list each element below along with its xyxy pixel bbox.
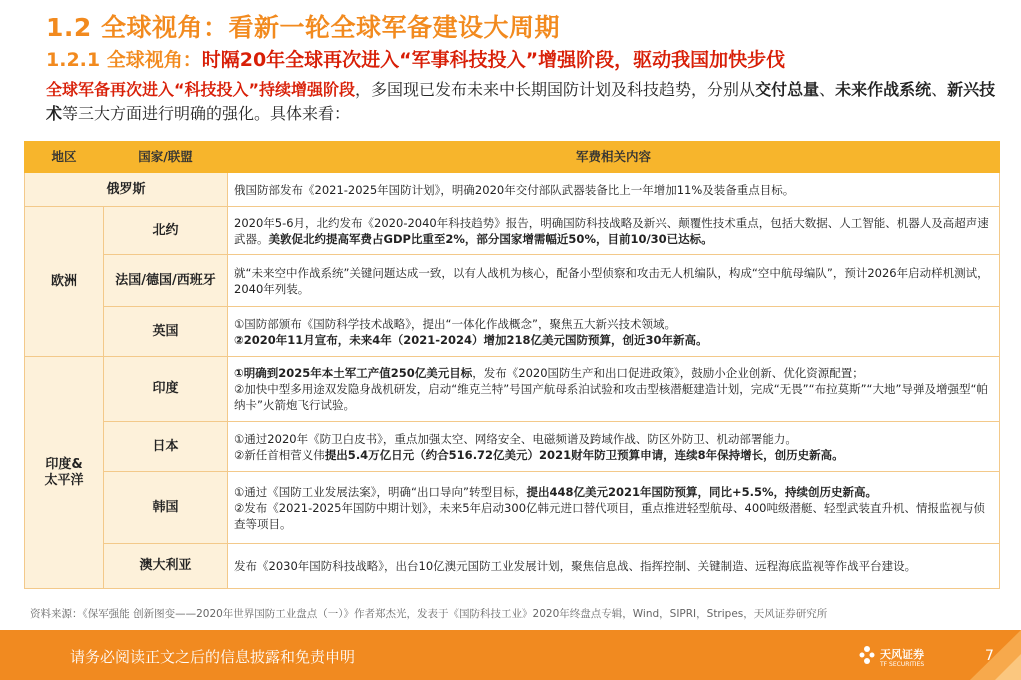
content-bold: 提出448亿美元2021年国防预算，同比+5.5%，持续创历史新高。 [526,484,878,499]
source-note: 资料来源：《保军强能 创新图变——2020年世界国防工业盘点（一）》作者郑杰光，发表于《国防科技工业》2020年终盘点专辑，Wind，SIPRI，Stripes，天风证券研究所 [30,608,828,620]
country-russia: 俄罗斯 [25,173,228,207]
region-asia-pacific [25,357,104,589]
content-text: ①通过《国防工业发展法案》，明确“出口导向”转型目标， [234,484,527,499]
table-row [25,173,1000,207]
region-label: 太平洋 [44,472,84,488]
page-number: 7 [985,648,994,664]
content-australia: 发布《2030年国防科技战略》，出台10亿澳元国防工业发展计划，聚焦信息战、指挥控制、关键制造、远程海底监视等作战平台建设。 [228,544,1000,589]
content-bold: 提出5.4万亿日元（约合516.72亿美元）2021财年防卫预算申请，连续8年保持增长，创历史新高。 [324,447,844,462]
content-uk [228,307,1000,357]
page-subtitle [46,45,785,72]
table-row [25,255,1000,307]
logo-name: 天风证券 [880,648,924,661]
content-text: 2020年5-6月，北约发布《2020-2040年科技趋势》报告，明确国防科技战略及新兴、颠覆性技术重点，包括大数据、人工智能、机器人及高超声速武器。 [234,215,989,246]
subtitle-highlight: 时隔20年全球再次进入“军事科技投入”增强阶段，驱动我国加快步伐 [201,49,786,71]
military-budget-table [24,141,1000,589]
table-row [25,357,1000,422]
header-country: 国家/联盟 [104,142,228,173]
table-row [25,544,1000,589]
disclaimer-link[interactable]: 请务必阅读正文之后的信息披露和免责申明 [70,648,356,666]
content-nato [228,207,1000,255]
content-text: ，发布《2020国防生产和出口促进政策》，鼓励小企业创新、优化资源配置； [472,366,864,380]
intro-bold: 新兴技术 [46,80,996,123]
country-india: 印度 [104,357,228,422]
table-row [25,422,1000,472]
content-russia: 俄国防部发布《2021-2025年国防计划》，明确2020年交付部队武器装备比上一年增加11%及装备重点目标。 [228,173,1000,207]
region-label: 印度& [45,456,83,472]
table-row [25,307,1000,357]
country-france-germany-spain: 法国/德国/西班牙 [104,255,228,307]
intro-paragraph [46,78,996,126]
subtitle-prefix: 1.2.1 全球视角： [46,49,202,71]
country-nato: 北约 [104,207,228,255]
table-row [25,472,1000,544]
content-bold: ①明确到2025年本土军工产值250亿美元目标 [234,366,473,380]
table-header-row [25,142,1000,173]
company-logo [858,642,928,670]
content-text: ②发布《2021-2025年国防中期计划》，未来5年启动300亿韩元进口替代项目，重点推进轻型航母、400吨级潜艇、轻型武装直升机、情报监视与侦查等项目。 [234,500,985,531]
country-korea: 韩国 [104,472,228,544]
header-region: 地区 [25,142,104,173]
country-australia: 澳大利亚 [104,544,228,589]
country-uk: 英国 [104,307,228,357]
logo-subtitle: TF SECURITIES [880,661,925,668]
region-europe: 欧洲 [25,207,104,357]
footer-bar [0,630,1021,680]
content-bold: 美敦促北约提高军费占GDP比重至2%，部分国家增需幅近50%，目前10/30已达标。 [268,231,713,246]
intro-highlight: 全球军备再次进入“科技投入”持续增强阶段 [46,80,356,99]
table-row [25,207,1000,255]
content-text: ②加快中型多用途双发隐身战机研发，启动“维克兰特”号国产航母系泊试验和攻击型核潜艇建造计划，完成“无畏”“布拉莫斯”“大地”导弹及增强型“帕纳卡”火箭炮飞行试验。 [234,382,988,412]
intro-bold: 交付总量 [755,80,820,99]
page-title: 1.2 全球视角：看新一轮全球军备建设大周期 [46,13,560,42]
content-text: ①国防部颁布《国防科学技术战略》，提出“一体化作战概念”，聚焦五大新兴技术领域。 [234,316,676,331]
content-bold: ②2020年11月宣布，未来4年（2021-2024）增加218亿美元国防预算，创近30年新高。 [234,332,708,347]
content-text: ①通过2020年《防卫白皮书》，重点加强太空、网络安全、电磁频谱及跨域作战、防区外防卫、机动部署能力。 [234,431,797,446]
intro-text: ，多国现已发布未来中长期国防计划及科技趋势，分别从 [355,80,756,99]
intro-bold: 未来作战系统 [835,80,932,99]
intro-text: 、 [819,80,836,99]
content-text: ②新任首相菅义伟 [234,447,325,462]
content-france-germany-spain: 就“未来空中作战系统”关键问题达成一致，以有人战机为核心，配备小型侦察和攻击无人机编队，构成“空中航母编队”，预计2026年启动样机测试，2040年列装。 [228,255,1000,307]
intro-text: 、 [931,80,948,99]
header-content: 军费相关内容 [228,142,1000,173]
intro-text: 等三大方面进行明确的强化。具体来看： [62,104,351,123]
content-india [228,357,1000,422]
content-japan [228,422,1000,472]
content-korea [228,472,1000,544]
country-japan: 日本 [104,422,228,472]
logo-icon [858,644,876,666]
